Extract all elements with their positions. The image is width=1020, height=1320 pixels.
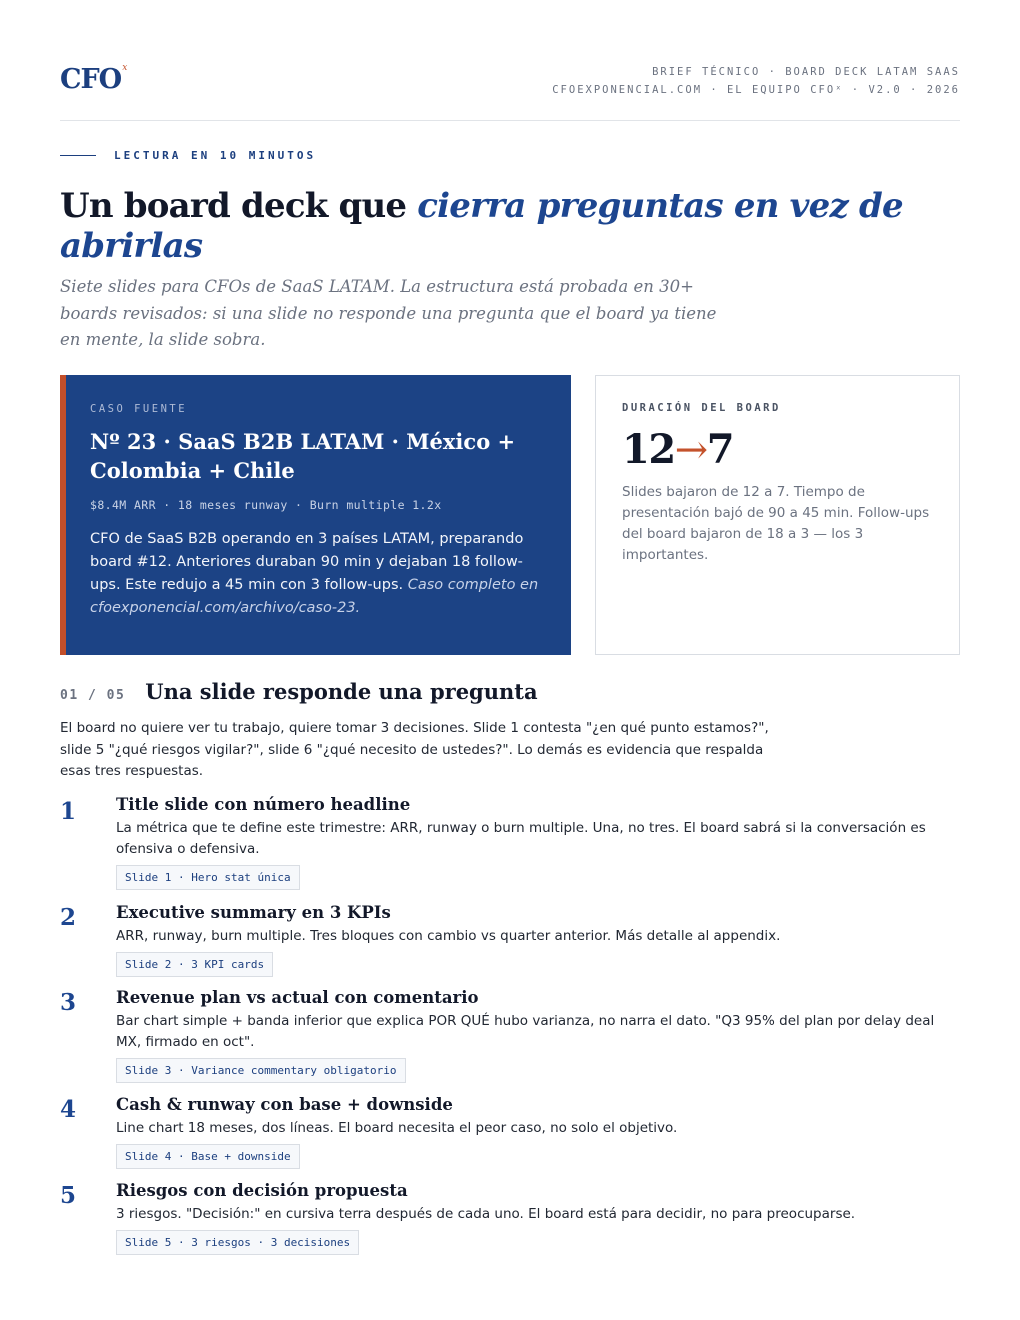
section-title: Una slide responde una pregunta <box>145 679 538 704</box>
step-number: 5 <box>60 1182 77 1209</box>
step-slide-tag: Slide 5 · 3 riesgos · 3 decisiones <box>116 1230 359 1255</box>
header-meta <box>552 63 960 99</box>
duration-label: DURACIÓN DEL BOARD <box>622 402 781 414</box>
step-description: Line chart 18 meses, dos líneas. El board necesita el peor caso, no solo el objetivo. <box>116 1120 678 1136</box>
step-number: 1 <box>60 798 77 825</box>
step-heading: Revenue plan vs actual con comentario <box>116 988 479 1007</box>
case-body <box>90 528 547 620</box>
logo-text: CFO <box>60 64 122 95</box>
step-heading: Riesgos con decisión propuesta <box>116 1181 408 1200</box>
eyebrow-text: LECTURA EN 10 MINUTOS <box>114 149 317 162</box>
duration-to: 7 <box>706 426 734 473</box>
section-intro: El board no quiere ver tu trabajo, quiere tomar 3 decisiones. Slide 1 contesta "¿en qué punto estamos?", slide 5 "¿qué riesgos vigilar?", slide 6 "¿qué necesito de ustedes?". Lo demás es evidencia que respalda esas tres respuestas. <box>60 720 769 779</box>
page-subtitle: Siete slides para CFOs de SaaS LATAM. La estructura está probada en 30+ boards revisados: si una slide no responde una pregunta que el board ya tiene en mente, la slide sobra. <box>60 277 717 349</box>
duration-stat <box>622 428 933 472</box>
section-header <box>60 679 538 704</box>
case-metrics: $8.4M ARR · 18 meses runway · Burn multiple 1.2x <box>90 498 442 512</box>
page-title <box>60 186 940 266</box>
step-number: 4 <box>60 1096 77 1123</box>
title-plain: Un board deck que <box>60 186 418 226</box>
step-slide-tag: Slide 3 · Variance commentary obligatorio <box>116 1058 406 1083</box>
section-number: 01 / 05 <box>60 688 126 703</box>
step-item <box>60 794 960 890</box>
reading-time-eyebrow <box>60 149 316 162</box>
header-meta-line1: BRIEF TÉCNICO · BOARD DECK LATAM SAAS <box>652 66 960 78</box>
case-heading: Nº 23 · SaaS B2B LATAM · México + Colombia + Chile <box>90 429 516 483</box>
arrow-right-icon: → <box>674 427 707 473</box>
board-duration-card <box>595 375 960 655</box>
step-heading: Cash & runway con base + downside <box>116 1095 453 1114</box>
duration-from: 12 <box>622 426 675 473</box>
step-item <box>60 1094 960 1169</box>
step-description: 3 riesgos. "Decisión:" en cursiva terra después de cada uno. El board está para decidir, no para preocuparse. <box>116 1206 856 1222</box>
step-item <box>60 987 960 1083</box>
brand-logo[interactable] <box>60 64 126 95</box>
title-emphasis: cierra preguntas en vez de abrirlas <box>60 186 903 266</box>
step-description: Bar chart simple + banda inferior que explica POR QUÉ hubo varianza, no narra el dato. "Q3 95% del plan por delay deal MX, firmado en oct". <box>116 1013 935 1050</box>
logo-mark: x <box>122 63 127 73</box>
step-slide-tag: Slide 2 · 3 KPI cards <box>116 952 273 977</box>
step-heading: Title slide con número headline <box>116 795 411 814</box>
step-number: 3 <box>60 989 77 1016</box>
step-slide-tag: Slide 1 · Hero stat única <box>116 865 300 890</box>
header-divider <box>60 120 960 121</box>
case-link[interactable]: Caso completo en cfoexponencial.com/archivo/caso-23. <box>90 577 539 616</box>
duration-text: Slides bajaron de 12 a 7. Tiempo de presentación bajó de 90 a 45 min. Follow-ups del board bajaron de 18 a 3 — los 3 importantes. <box>622 484 930 563</box>
step-item <box>60 1180 960 1255</box>
case-body-text: CFO de SaaS B2B operando en 3 países LATAM, preparando board #12. Anteriores duraban 90 min y dejaban 18 follow-ups. Este redujo a 45 min con 3 follow-ups. <box>90 531 524 593</box>
step-slide-tag: Slide 4 · Base + downside <box>116 1144 300 1169</box>
step-description: ARR, runway, burn multiple. Tres bloques con cambio vs quarter anterior. Más detalle al appendix. <box>116 928 781 944</box>
case-label: CASO FUENTE <box>90 403 188 415</box>
step-heading: Executive summary en 3 KPIs <box>116 903 391 922</box>
step-number: 2 <box>60 904 77 931</box>
step-description: La métrica que te define este trimestre: ARR, runway o burn multiple. Una, no tres. El board sabrá si la conversación es ofensiva o defensiva. <box>116 820 926 857</box>
step-item <box>60 902 960 977</box>
eyebrow-line <box>60 155 96 156</box>
header-meta-line2: CFOEXPONENCIAL.COM · EL EQUIPO CFOˣ · V2.0 · 2026 <box>552 84 960 96</box>
source-case-card <box>60 375 571 655</box>
